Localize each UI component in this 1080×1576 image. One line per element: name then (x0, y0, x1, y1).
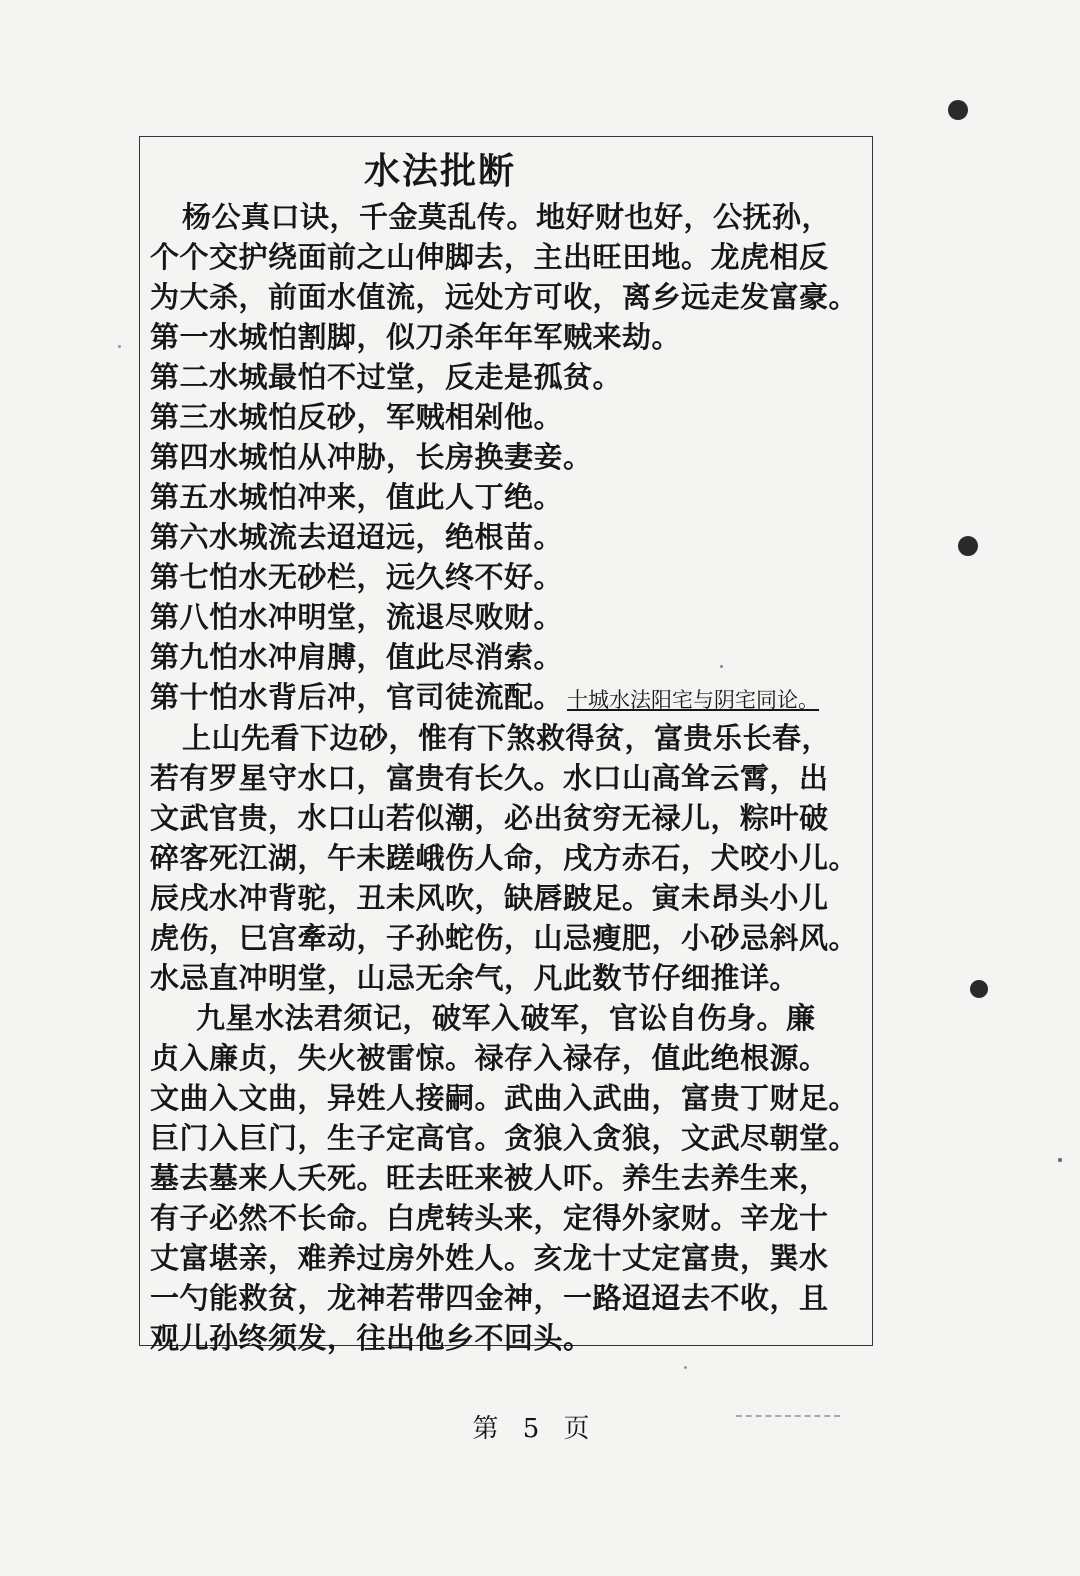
page-title: 水法批断 (363, 151, 516, 192)
text-line: 个个交护绕面前之山伸脚去，主出旺田地。龙虎相反 (150, 240, 829, 274)
scan-speck (720, 665, 723, 668)
punch-hole (970, 980, 988, 998)
text-line: 第八怕水冲明堂，流退尽败财。 (150, 600, 564, 634)
text-line: 第四水城怕从冲胁，长房换妻妾。 (150, 440, 593, 474)
text-line: 观儿孙终须发，往出他乡不回头。 (150, 1321, 593, 1355)
text-line: 上山先看下边砂，惟有下煞救得贫，富贵乐长春， (182, 721, 832, 755)
text-line: 第九怕水冲肩膊，值此尽消索。 (150, 640, 564, 674)
text-line: 虎伤，巳宫牽动，子孙蛇伤，山忌瘦肥，小砂忌斜风。 (150, 921, 859, 955)
text-line: 有子必然不长命。白虎转头来，定得外家财。辛龙十 (150, 1201, 829, 1235)
annotation-note: 十城水法阳宅与阴宅同论。 (567, 688, 820, 712)
scan-speck (118, 345, 121, 348)
scan-speck (684, 1366, 687, 1369)
text-line: 贞入廉贞，失火被雷惊。禄存入禄存，值此绝根源。 (150, 1041, 829, 1075)
text-line: 水忌直冲明堂，山忌无余气，凡此数节仔细推详。 (150, 961, 800, 995)
punch-hole (948, 100, 968, 120)
text-line-with-note (150, 677, 819, 717)
text-line: 第五水城怕冲来，值此人丁绝。 (150, 480, 564, 514)
page-number: 第 5 页 (472, 1414, 598, 1444)
text-line: 文曲入文曲，异姓人接嗣。武曲入武曲，富贵丁财足。 (150, 1081, 859, 1115)
punch-hole (958, 536, 978, 556)
text-line: 第七怕水无砂栏，远久终不好。 (150, 560, 564, 594)
text-line: 辰戌水冲背驼，丑未风吹，缺唇跛足。寅未昂头小儿 (150, 881, 829, 915)
text-line: 丈富堪亲，难养过房外姓人。亥龙十丈定富贵，巽水 (150, 1241, 829, 1275)
text-line: 九星水法君须记，破军入破军，官讼自伤身。廉 (196, 1001, 816, 1035)
text-line: 巨门入巨门，生子定高官。贪狼入贪狼，文武尽朝堂。 (150, 1121, 859, 1155)
text-line: 第十怕水背后冲，官司徒流配。 (150, 680, 564, 714)
text-line: 第六水城流去迢迢远，绝根苗。 (150, 520, 564, 554)
text-line: 若有罗星守水口，富贵有长久。水口山高耸云霄，出 (150, 761, 829, 795)
text-line: 一勺能救贫，龙神若带四金神，一路迢迢去不收，且 (150, 1281, 829, 1315)
text-line: 为大杀，前面水值流，远处方可收，离乡远走发富豪。 (150, 280, 859, 314)
scan-speck (1058, 1158, 1062, 1162)
text-line: 墓去墓来人夭死。旺去旺来被人吓。养生去养生来， (150, 1161, 829, 1195)
text-line: 碎客死江湖，午未蹉峨伤人命，戌方赤石，犬咬小儿。 (150, 841, 859, 875)
text-line: 第二水城最怕不过堂，反走是孤贫。 (150, 360, 623, 394)
text-line: 文武官贵，水口山若似潮，必出贫穷无禄儿，粽叶破 (150, 801, 829, 835)
text-line: 杨公真口诀，千金莫乱传。地好财也好，公抚孙， (182, 200, 832, 234)
faint-dash-mark (736, 1415, 840, 1417)
text-line: 第一水城怕割脚，似刀杀年年军贼来劫。 (150, 320, 682, 354)
text-line: 第三水城怕反砂，军贼相剁他。 (150, 400, 564, 434)
